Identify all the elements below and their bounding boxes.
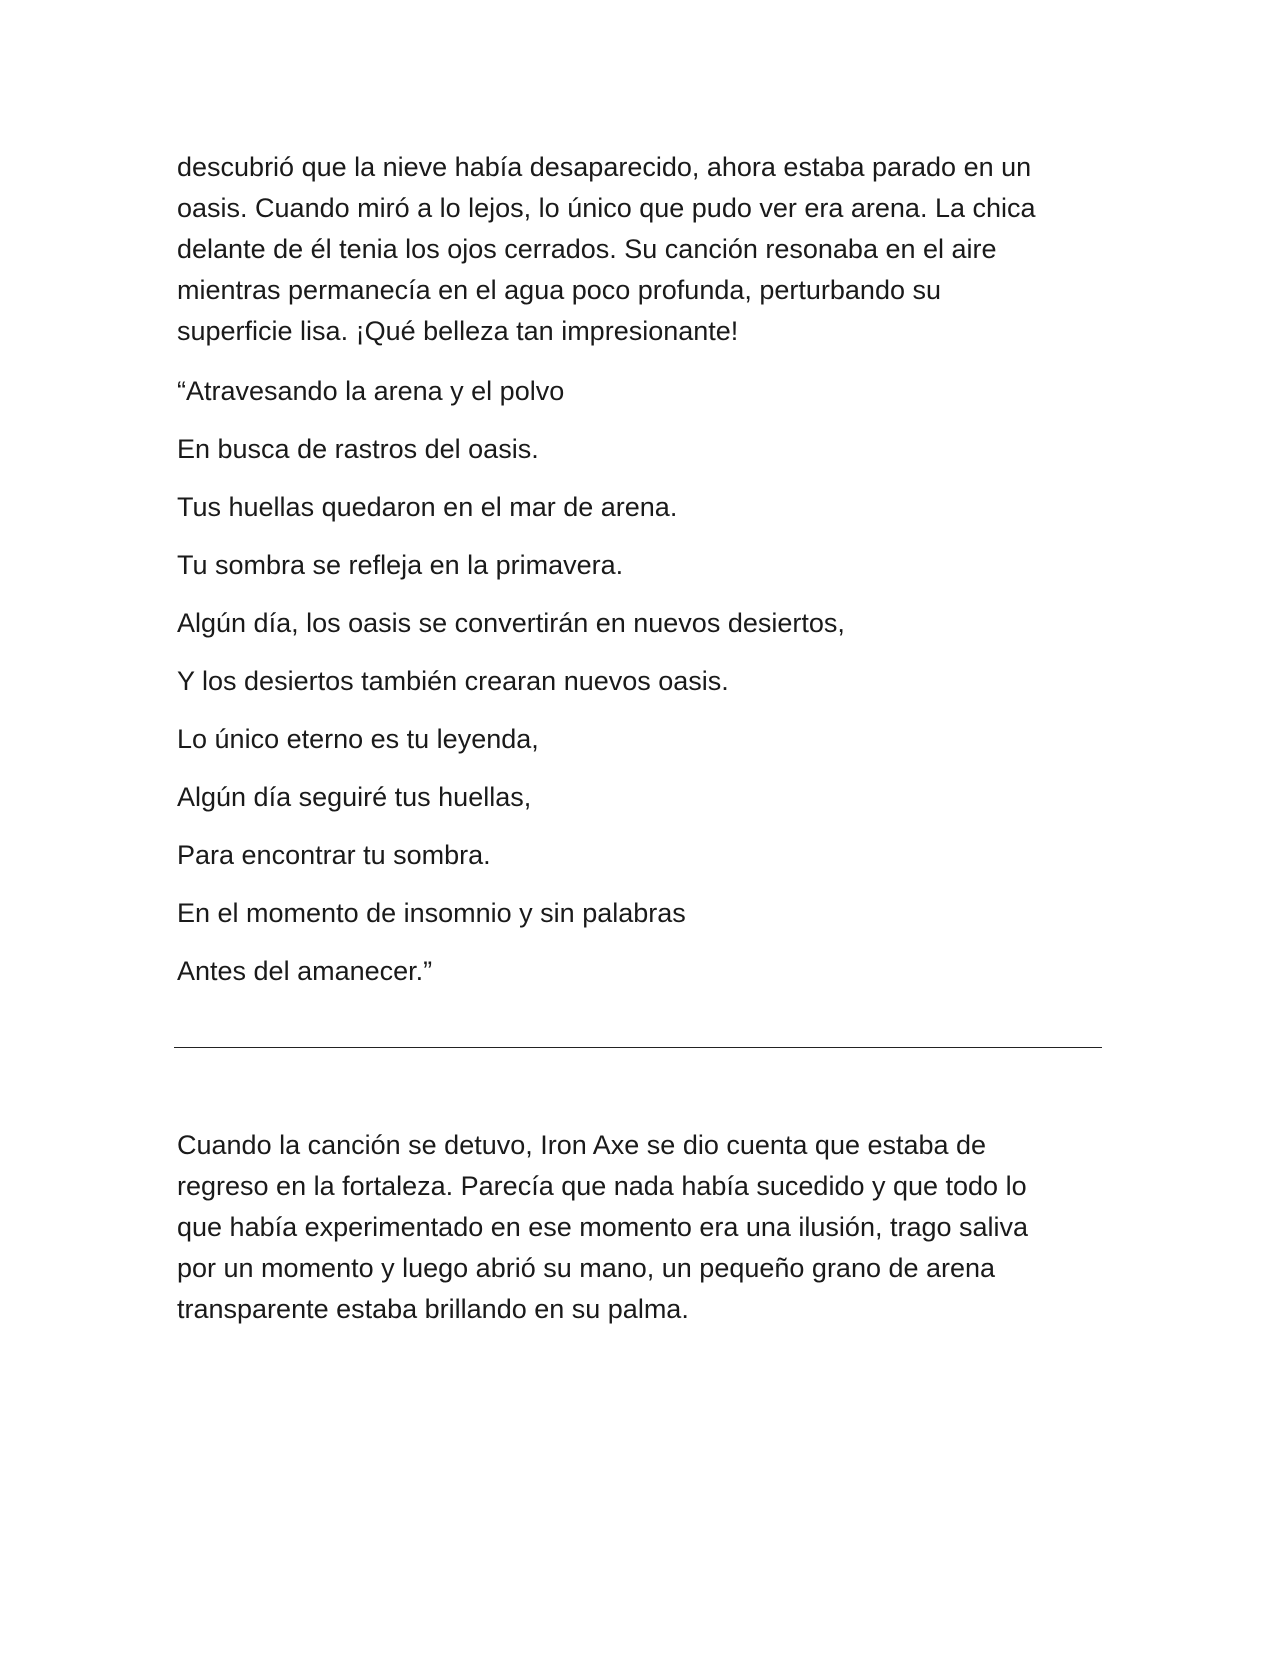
- paragraph-closing: Cuando la canción se detuvo, Iron Axe se dio cuenta que estaba de regreso en la fortaleza. Parecía que nada había sucedido y que todo lo que había experimentado en ese momento era una ilusión, trago saliva por un momento y luego abrió su mano, un pequeño grano de arena transparente estaba brillando en su palma.: [177, 1130, 1029, 1324]
- verse-line: Tu sombra se refleja en la primavera.: [177, 550, 624, 580]
- verse-line: “Atravesando la arena y el polvo: [177, 376, 565, 406]
- verse-line: Algún día seguiré tus huellas,: [177, 782, 532, 812]
- verse-line: Lo único eterno es tu leyenda,: [177, 724, 539, 754]
- verse-line: En el momento de insomnio y sin palabras: [177, 898, 686, 928]
- paragraph-opening: descubrió que la nieve había desaparecido, ahora estaba parado en un oasis. Cuando miró a lo lejos, lo único que pudo ver era arena. La chica delante de él tenia los ojos cerrados. Su canción resonaba en el aire mientras permanecía en el agua poco profunda, perturbando su superficie lisa. ¡Qué belleza tan impresionante!: [177, 152, 1036, 346]
- verse-line: Y los desiertos también crearan nuevos oasis.: [177, 666, 729, 696]
- song-verse: [177, 371, 1097, 1009]
- verse-line: Algún día, los oasis se convertirán en nuevos desiertos,: [177, 608, 845, 638]
- verse-line: En busca de rastros del oasis.: [177, 434, 539, 464]
- verse-line: Para encontrar tu sombra.: [177, 840, 491, 870]
- section-divider: [174, 1047, 1102, 1048]
- verse-line: Tus huellas quedaron en el mar de arena.: [177, 492, 678, 522]
- verse-line: Antes del amanecer.”: [177, 956, 433, 986]
